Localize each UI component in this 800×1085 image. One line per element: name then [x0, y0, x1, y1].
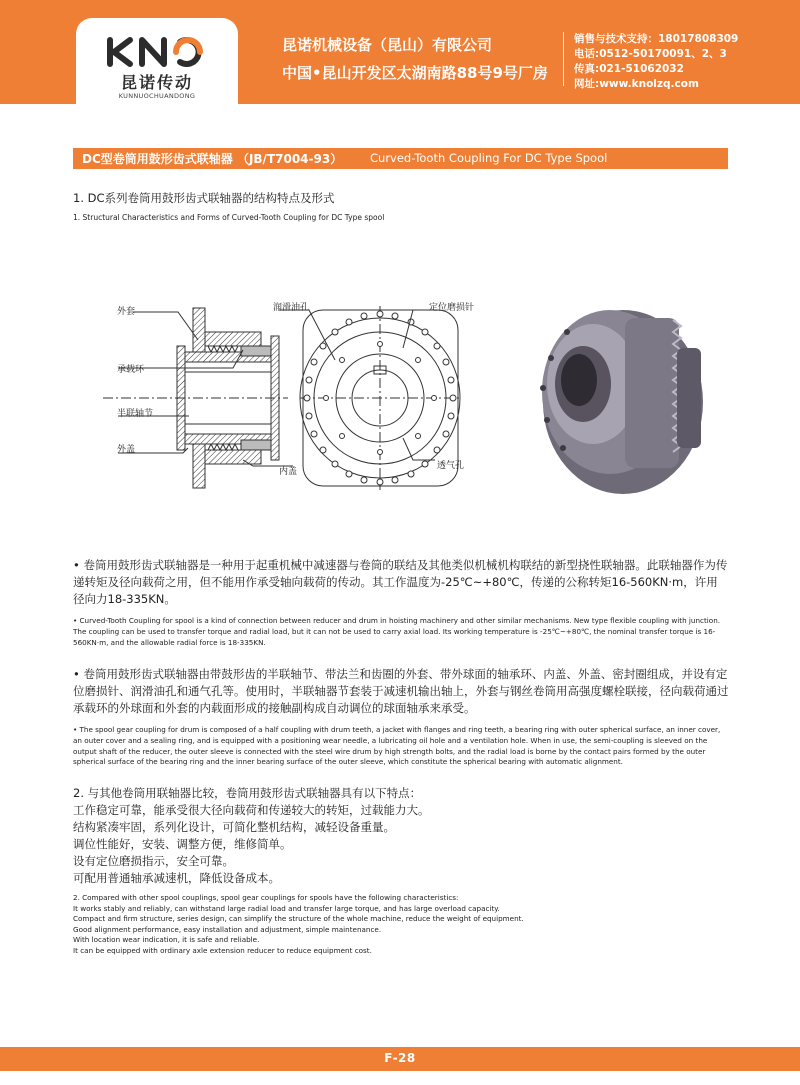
coupling-drawings [73, 288, 729, 512]
label-vent-hole: 透气孔 [437, 461, 465, 471]
section-view-drawing [103, 308, 293, 488]
company-address: 中国•昆山开发区太湖南路88号9号厂房 [282, 64, 548, 82]
title-cn: DC型卷筒用鼓形齿式联轴器 （JB/T7004-93） [82, 152, 343, 166]
section2-cn-line: 设有定位磨损指示，安全可靠。 [73, 854, 234, 868]
section2-en-line: 2. Compared with other spool couplings, spool gear couplings for spools have the following characteristics: [73, 893, 459, 902]
label-inner-cover: 内盖 [279, 467, 298, 477]
section1-heading-cn: 1. DC系列卷筒用鼓形齿式联轴器的结构特点及形式 [73, 191, 335, 205]
section2-cn-line: 2. 与其他卷筒用联轴器比较，卷筒用鼓形齿式联轴器具有以下特点： [73, 786, 422, 800]
logo-text-en: KUNNUOCHUANDONG [118, 92, 196, 100]
section2-en-line: Compact and firm structure, series design, can simplify the structure of the whole machine, reduce the weight of equipment. [73, 914, 524, 924]
front-view-drawing [278, 306, 460, 490]
label-outer-sleeve: 外套 [117, 307, 136, 317]
paragraph-2-en: • The spool gear coupling for drum is composed of a half coupling with drum teeth, a jacket with flanges and ring teeth, a bearing ring with outer spherical surface, an inner cover, an outer cover and a sealing ring, and is equipped with a positioning wear needle, a lubricating oil hole and a ventilation hole. When in use, the semi-coupling is sleeved on the output shaft of the reducer, the outer sleeve is connected with the steel wire drum by high strength bolts, and the radial load is borne by the contact pairs formed by the outer spherical surface of the bearing ring and the inner bearing surface of the outer sleeve, which constitute the spherical bearing with automatic alignment. [73, 725, 721, 767]
contact-phone: 电话:0512-50170091、2、3 [574, 48, 727, 60]
label-bearing-ring: 承载环 [117, 365, 145, 375]
section2-features-cn [73, 785, 729, 887]
section2-en-line: It works stably and reliably, can withstand large radial load and transfer large torque, and has large overload capacity. [73, 903, 500, 913]
paragraph-2-cn: • 卷筒用鼓形齿式联轴器由带鼓形齿的半联轴节、带法兰和齿圈的外套、带外球面的轴承环、内盖、外盖、密封圈组成，并设有定位磨损针、润滑油孔和通气孔等。使用时，半联轴器节套装于减速机输出轴上，外套与钢丝卷筒用高强度螺栓联接，径向载荷通过承载环的外球面和外套的内载面形成的接触副构成自动调位的球面轴承来承受。 [73, 667, 729, 715]
label-oil-hole: 润滑油孔 [273, 303, 310, 313]
section2-en-line: With location wear indication, it is safe and reliable. [73, 935, 260, 945]
title-en: Curved-Tooth Coupling For DC Type Spool [370, 151, 608, 165]
section1-heading-en: 1. Structural Characteristics and Forms of Curved-Tooth Coupling for DC Type spool [73, 213, 385, 222]
label-half-coupling: 半联轴节 [117, 409, 154, 419]
company-name: 昆诺机械设备（昆山）有限公司 [282, 36, 493, 54]
coupling-3d-render [540, 310, 703, 494]
section2-cn-line: 可配用普通轴承减速机，降低设备成本。 [73, 871, 280, 885]
paragraph-1-en: • Curved-Tooth Coupling for spool is a kind of connection between reducer and drum in hoisting machinery and other similar mechanisms. New type flexible coupling with junction. The coupling can be used to transfer torque and radial load, but it can not be used to carry axial load. Its working temperature is -25℃~+80℃, the nominal transfer torque is 16-560KN·m, and the allowable radial force is 18-335KN. [73, 616, 721, 647]
logo-text-cn: 昆诺传动 [120, 73, 193, 92]
section2-features-en [73, 893, 729, 957]
section2-cn-line: 结构紧凑牢固，系列化设计，可简化整机结构，减轻设备重量。 [73, 820, 395, 834]
paragraph-1-cn: • 卷筒用鼓形齿式联轴器是一种用于起重机械中减速器与卷筒的联结及其他类似机械机构联结的新型挠性联轴器。此联轴器作为传递转矩及径向载荷之用，但不能用作承受轴向载荷的传动。其工作温度为-25℃~+80℃，传递的公称转矩16-560KN·m，许用径向力18-335KN。 [73, 558, 728, 606]
label-outer-cover: 外盖 [117, 445, 136, 455]
section2-cn-line: 工作稳定可靠，能承受很大径向载荷和传递较大的转矩，过载能力大。 [73, 803, 430, 817]
page-number: F-28 [384, 1051, 416, 1065]
brand-logo-icon [94, 36, 220, 68]
contact-fax: 传真:021-51062032 [574, 63, 684, 75]
contact-website: 网址:www.knolzq.com [574, 78, 699, 90]
section2-cn-line: 调位性能好，安装、调整方便，维修简单。 [73, 837, 292, 851]
coupling-drawings-svg [73, 288, 729, 508]
header-divider [563, 32, 564, 86]
section2-en-line: Good alignment performance, easy installation and adjustment, simple maintenance. [73, 924, 382, 934]
contact-sales: 销售与技术支持：18017808309 [574, 33, 739, 45]
section2-en-line: It can be equipped with ordinary axle extension reducer to reduce equipment cost. [73, 945, 372, 955]
label-wear-needle: 定位磨损针 [429, 303, 475, 313]
